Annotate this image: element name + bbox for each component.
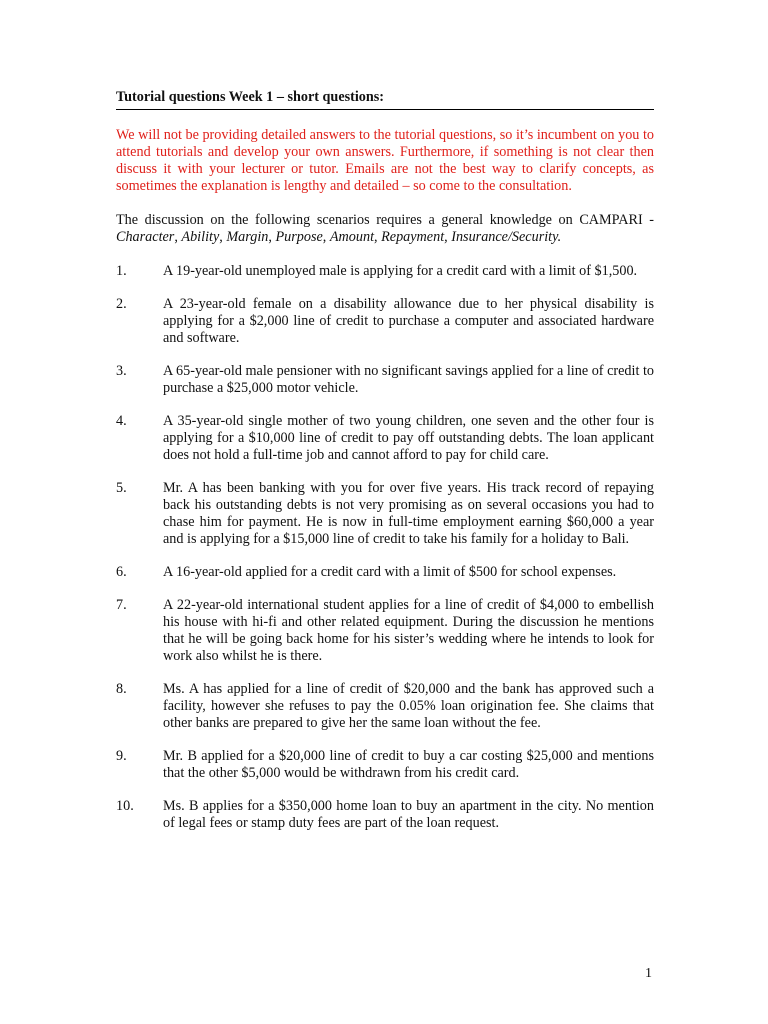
question-item: [116, 263, 654, 280]
question-text: A 19-year-old unemployed male is applying for a credit card with a limit of $1,500.: [163, 263, 638, 279]
campari-character: Character: [116, 229, 175, 245]
intro-lead: The discussion on the following scenarios requires a general knowledge on CAMPARI -: [116, 212, 654, 228]
question-text: Ms. A has applied for a line of credit of $20,000 and the bank has approved such a facility, however she refuses to pay the 0.05% loan origination fee. She claims that other banks are prepared to give her the same loan without the fee.: [163, 681, 654, 731]
question-text: A 22-year-old international student applies for a line of credit of $4,000 to embellish his house with hi-fi and other related equipment. During the discussion he mentions that he will be going back home for his sister’s wedding where he intends to look for work also whilst he is there.: [163, 597, 654, 664]
question-number: 9.: [116, 748, 127, 764]
question-number: 3.: [116, 363, 127, 379]
question-text: A 16-year-old applied for a credit card with a limit of $500 for school expenses.: [163, 564, 617, 580]
question-text: Mr. B applied for a $20,000 line of credit to buy a car costing $25,000 and mentions that the other $5,000 would be withdrawn from his credit card.: [163, 748, 654, 781]
question-text: Ms. B applies for a $350,000 home loan to buy an apartment in the city. No mention of legal fees or stamp duty fees are part of the loan request.: [163, 798, 654, 831]
question-text: A 65-year-old male pensioner with no significant savings applied for a line of credit to purchase a $25,000 motor vehicle.: [163, 363, 654, 396]
intro-paragraph: The discussion on the following scenarios requires a general knowledge on CAMPARI - Character, Ability, Margin, Purpose, Amount, Repayment, Insurance/Security.: [116, 212, 654, 245]
question-number: 8.: [116, 681, 127, 697]
question-number: 10.: [116, 798, 134, 814]
campari-purpose: Purpose: [275, 229, 323, 245]
question-item: [116, 363, 654, 397]
page-number: 1: [645, 966, 652, 981]
campari-insurance: Insurance/Security.: [451, 229, 562, 245]
question-text: A 23-year-old female on a disability allowance due to her physical disability is applying for a $2,000 line of credit to purchase a computer and associated hardware and software.: [163, 296, 654, 346]
question-text: Mr. A has been banking with you for over five years. His track record of repaying back his outstanding debts is not very promising as on several occasions you had to chase him for payment. He is now in full-time employment earning $60,000 a year and is applying for a $15,000 line of credit to take his family for a holiday to Bali.: [163, 480, 654, 547]
question-number: 6.: [116, 564, 127, 580]
question-item: [116, 798, 654, 832]
campari-margin: Margin: [226, 229, 269, 245]
question-item: [116, 681, 654, 732]
question-list: [116, 263, 654, 832]
question-number: 1.: [116, 263, 127, 279]
question-number: 7.: [116, 597, 127, 613]
campari-repayment: Repayment: [381, 229, 445, 245]
page-title: Tutorial questions Week 1 – short questions:: [116, 88, 654, 110]
question-text: A 35-year-old single mother of two young children, one seven and the other four is applying for a $10,000 line of credit to pay off outstanding debts. The loan applicant does not hold a full-time job and cannot afford to pay for child care.: [163, 413, 654, 463]
question-item: [116, 480, 654, 548]
campari-ability: Ability: [181, 229, 220, 245]
question-number: 2.: [116, 296, 127, 312]
question-item: [116, 597, 654, 665]
document-page: [116, 88, 654, 848]
question-item: [116, 564, 654, 581]
question-number: 4.: [116, 413, 127, 429]
campari-amount: Amount: [329, 229, 375, 245]
question-item: [116, 748, 654, 782]
question-item: [116, 413, 654, 464]
question-number: 5.: [116, 480, 127, 496]
question-item: [116, 296, 654, 347]
notice-paragraph: We will not be providing detailed answers to the tutorial questions, so it’s incumbent on you to attend tutorials and develop your own answers. Furthermore, if something is not clear then discuss it with your lecturer or tutor. Emails are not the best way to clarify concepts, as sometimes the explanation is lengthy and detailed – so come to the consultation.: [116, 127, 654, 194]
